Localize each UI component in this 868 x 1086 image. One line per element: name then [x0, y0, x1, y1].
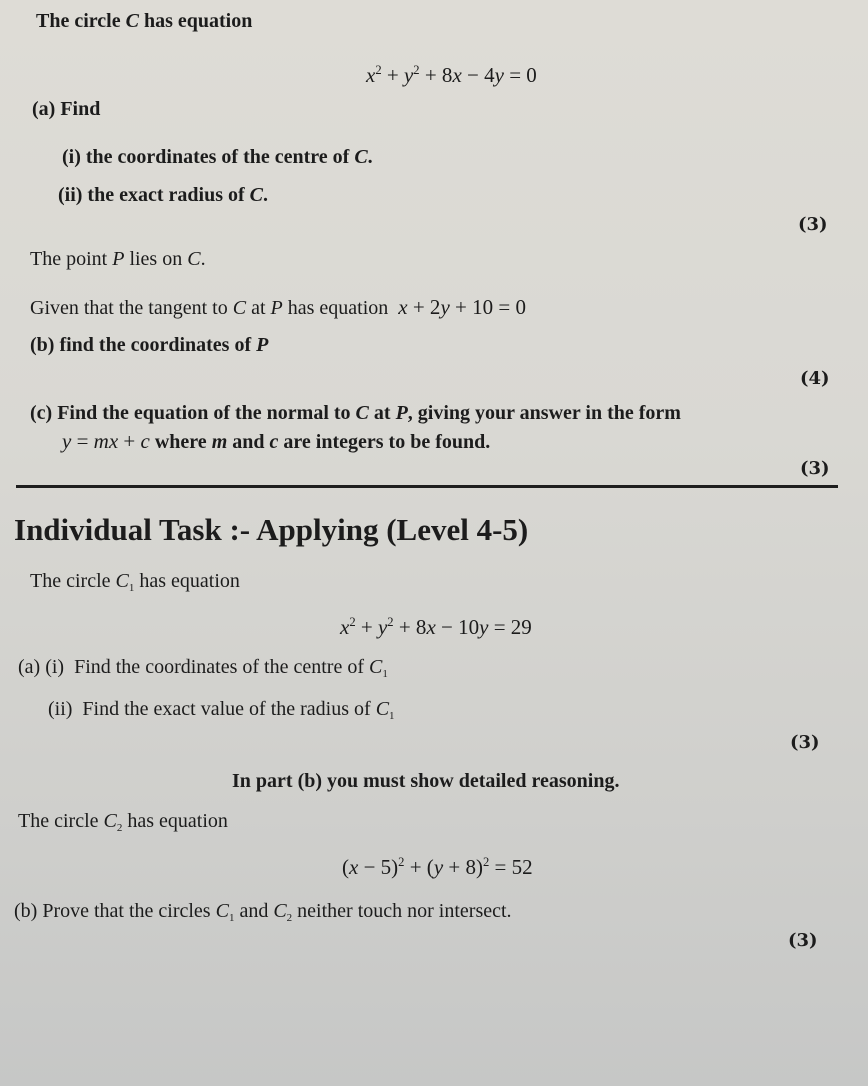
section2-intro-c2: The circle $C_2$ has equation: [18, 810, 228, 834]
section1-part-b: (b) find the coordinates of P: [30, 334, 269, 356]
section1-tangent: Given that the tangent to C at P has equation x + 2y + 10 = 0: [30, 295, 526, 319]
section2-part-a-ii: (ii) Find the exact value of the radius of $C_1$: [48, 698, 395, 722]
section1-intro: The circle C has equation: [36, 10, 253, 32]
section1-marks-c: (3): [800, 458, 830, 479]
section2-intro-c1: The circle $C_1$ has equation: [30, 570, 240, 594]
section1-part-a: (a) Find: [32, 98, 101, 120]
section1-equation: $x^2 + y^2 + 8x - 4y = 0$: [366, 62, 537, 87]
section2-marks-a: (3): [790, 732, 820, 753]
section1-marks-a: (3): [798, 214, 828, 235]
section2-heading: Individual Task :- Applying (Level 4-5): [14, 512, 529, 547]
section-divider: [16, 485, 838, 488]
section1-part-a-ii: (ii) the exact radius of C.: [58, 184, 268, 206]
section2-marks-b: (3): [788, 930, 818, 951]
section1-marks-b: (4): [800, 368, 830, 389]
section2-equation-c2: $(x - 5)^2 + (y + 8)^2 = 52$: [342, 854, 533, 879]
section1-point-p: The point P lies on C.: [30, 248, 206, 270]
section1-part-c-line1: (c) Find the equation of the normal to C at P, giving your answer in the form: [30, 402, 681, 424]
section1-part-c-line2: y = mx + c where m and c are integers to be found.: [62, 429, 491, 453]
section1-part-a-i: (i) the coordinates of the centre of C.: [62, 146, 373, 168]
section2-part-a-i: (a) (i) Find the coordinates of the centre of $C_1$: [18, 656, 388, 680]
section2-reasoning-note: In part (b) you must show detailed reasoning.: [232, 770, 620, 792]
section2-equation-c1: $x^2 + y^2 + 8x - 10y = 29$: [340, 614, 532, 639]
section2-part-b: (b) Prove that the circles $C_1$ and $C_2$ neither touch nor intersect.: [14, 900, 512, 924]
